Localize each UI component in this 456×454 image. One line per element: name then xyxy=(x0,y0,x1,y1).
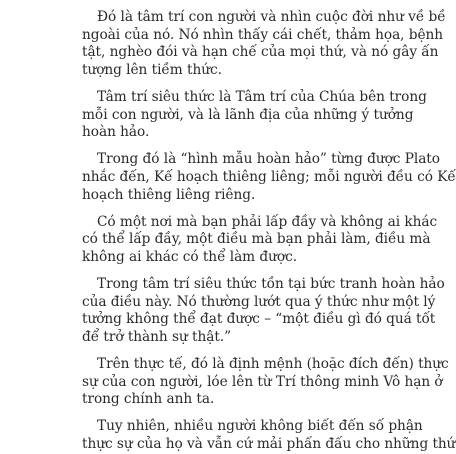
text-line: Tuy nhiên, nhiều người không biết đến số phận xyxy=(97,418,423,435)
text-line: thực sự của họ và vẫn cứ mải phấn đấu cho những thứ xyxy=(82,436,456,453)
paragraph xyxy=(82,213,438,267)
paragraph xyxy=(82,9,446,79)
text-line: không ai khác có thể làm được. xyxy=(82,248,298,265)
text-line: tưởng không thể đạt được – “một điều gì đó quá tốt xyxy=(82,311,436,328)
text-line: Trong tâm trí siêu thức tồn tại bức tranh hoàn hảo xyxy=(97,276,445,293)
text-line: tượng lên tiềm thức. xyxy=(82,61,222,78)
text-line: để trở thành sự thật.” xyxy=(82,328,232,345)
text-line: hoạch thiêng liêng riêng. xyxy=(82,186,256,203)
text-line: nhắc đến, Kế hoạch thiêng liêng; mỗi người đều có Kế xyxy=(82,168,456,185)
text-line: trong chính anh ta. xyxy=(82,391,215,408)
text-line: Tâm trí siêu thức là Tâm trí của Chúa bên trong xyxy=(97,88,427,105)
paragraph xyxy=(82,356,449,409)
text-line: mỗi con người, và là lãnh địa của những ý tưởng xyxy=(82,106,414,123)
text-line: ngoài của nó. Nó nhìn thấy cái chết, thảm họa, bệnh xyxy=(82,26,444,43)
paragraph xyxy=(82,276,445,346)
text-line: có thể lấp đầy, một điều mà bạn phải làm, điều mà xyxy=(82,231,431,248)
paragraph xyxy=(82,88,427,142)
paragraph xyxy=(82,418,456,453)
text-line: Trong đó là “hình mẫu hoàn hảo” từng được Plato xyxy=(97,151,440,168)
text-line: Có một nơi mà bạn phải lấp đầy và không ai khác xyxy=(97,213,438,230)
text-line: Trên thực tế, đó là định mệnh (hoặc đích đến) thực xyxy=(97,356,449,373)
text-line: hoàn hảo. xyxy=(82,124,150,141)
text-line: tật, nghèo đói và hạn chế của mọi thứ, và nó gây ấn xyxy=(82,44,439,61)
text-line: Đó là tâm trí con người và nhìn cuộc đời như về bề xyxy=(97,9,446,25)
paragraph xyxy=(82,151,456,204)
text-line: sự của con người, lóe lên từ Trí thông minh Vô hạn ở xyxy=(82,373,443,390)
text-line: của điều này. Nó thường lướt qua ý thức như một lý xyxy=(82,293,436,310)
